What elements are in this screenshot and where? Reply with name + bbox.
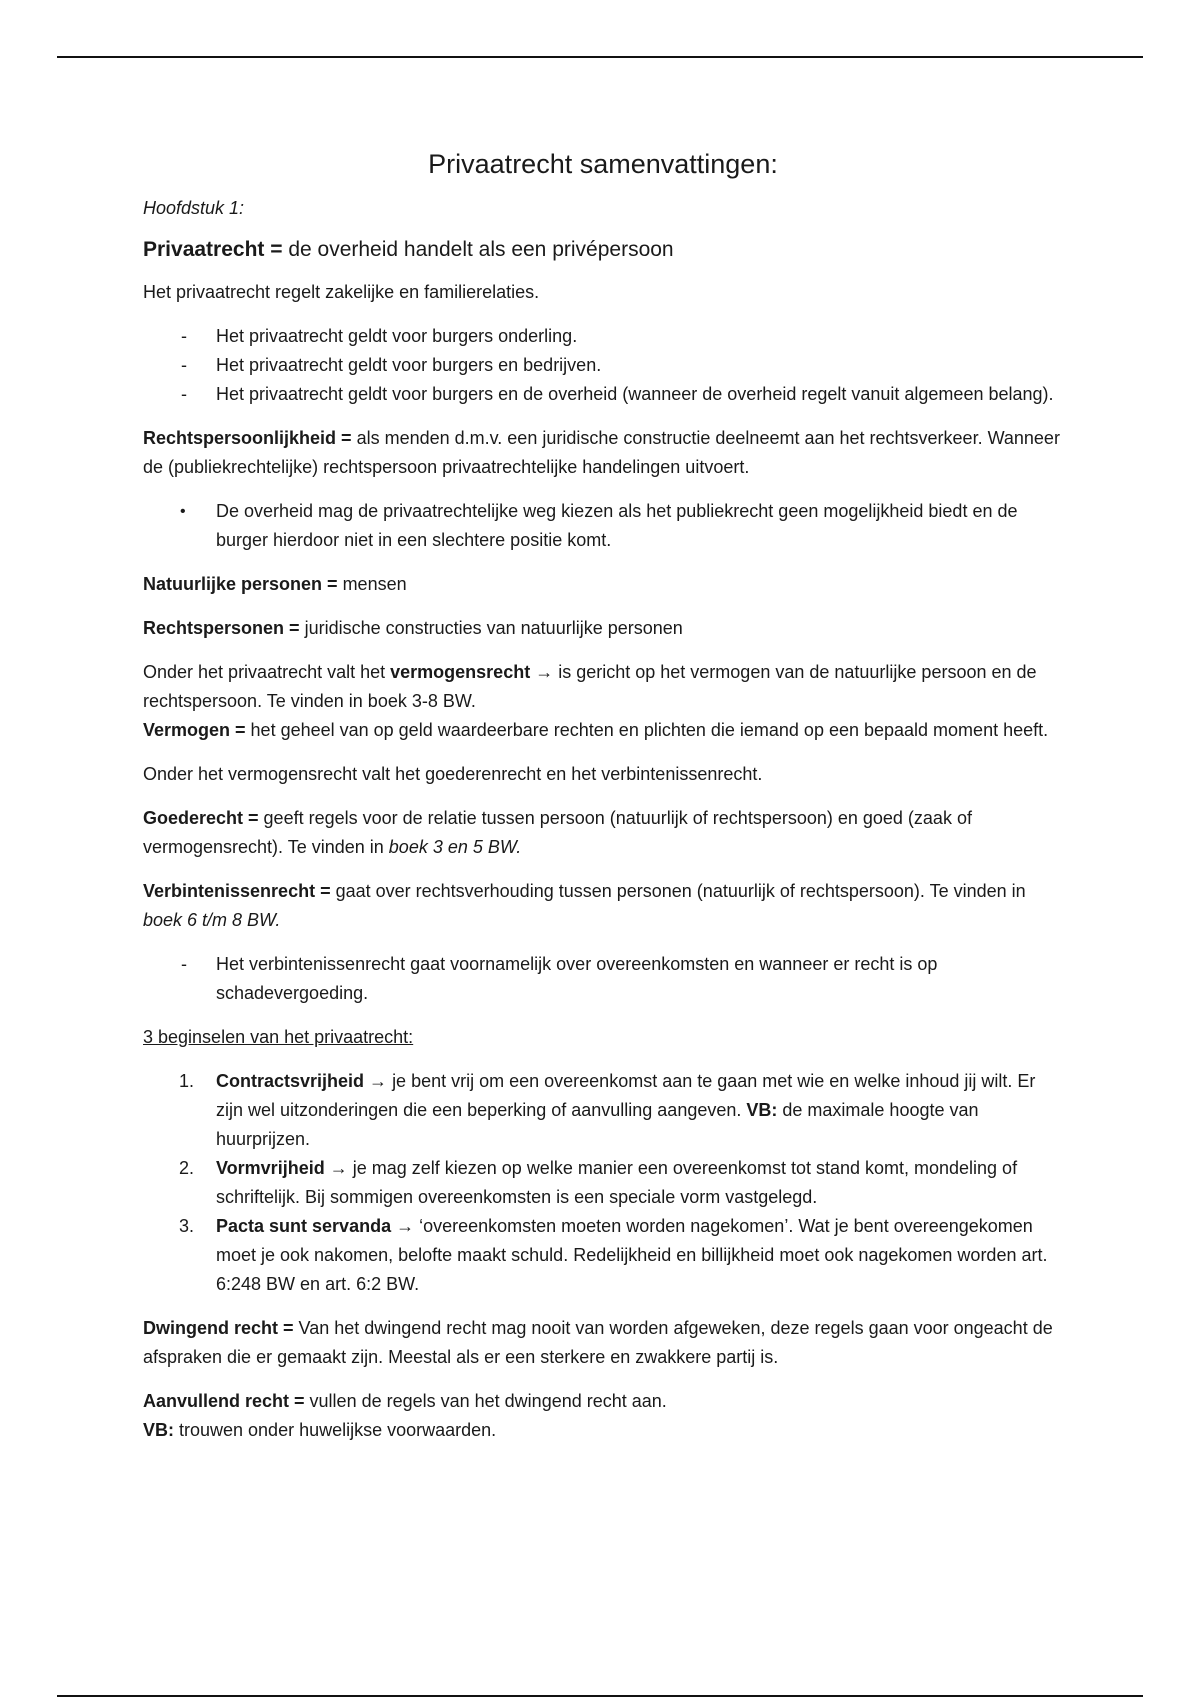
definition-text: het geheel van op geld waardeerbare rechten en plichten die iemand op een bepaald moment heeft. <box>245 720 1049 740</box>
term: vermogensrecht <box>390 662 531 682</box>
list-item <box>143 1154 1063 1212</box>
section-heading <box>143 1023 1063 1052</box>
definition-text: geeft regels voor de relatie tussen persoon (natuurlijk of rechtspersoon) en goed (zaak of vermogensrecht). Te vinden in <box>143 808 972 857</box>
vermogensrecht-paragraph <box>143 658 1063 716</box>
list-item-text: Het verbintenissenrecht gaat voornamelijk over overeenkomsten en wanneer er recht is op schadevergoeding. <box>216 954 938 1003</box>
vb-label: VB: <box>746 1100 778 1120</box>
definition-privaatrecht <box>143 235 1063 265</box>
term: Dwingend recht = <box>143 1318 294 1338</box>
verbintenis-list <box>143 950 1063 1008</box>
term: Natuurlijke personen = <box>143 574 338 594</box>
footer-rule <box>57 1695 1143 1697</box>
document-body <box>143 146 1063 1460</box>
beginselen-list <box>143 1067 1063 1299</box>
dash-marker: - <box>181 355 187 375</box>
definition-verbintenissenrecht <box>143 877 1063 935</box>
law-reference: boek 6 t/m 8 BW. <box>143 910 281 930</box>
definition-goederecht <box>143 804 1063 862</box>
example-text: trouwen onder huwelijkse voorwaarden. <box>174 1420 497 1440</box>
list-item-text: Het privaatrecht geldt voor burgers onderling. <box>216 326 578 346</box>
definition-rechtspersonen <box>143 614 1063 643</box>
definition-text: Van het dwingend recht mag nooit van worden afgeweken, deze regels gaan voor ongeacht de afspraken die er gemaakt zijn. Meestal als er een sterkere en zwakkere partij is. <box>143 1318 1053 1367</box>
paragraph-text: Onder het privaatrecht valt het <box>143 662 391 682</box>
definition-text: de overheid handelt als een privépersoon <box>282 238 674 261</box>
overheid-list <box>143 497 1063 555</box>
header-rule <box>57 56 1143 58</box>
definition-rechtspersoonlijkheid <box>143 424 1063 482</box>
list-item <box>143 380 1063 409</box>
arrow-icon: → <box>391 1216 420 1236</box>
onder-vermogensrecht: Onder het vermogensrecht valt het goederenrecht en het verbintenissenrecht. <box>143 764 763 784</box>
list-item-text: je mag zelf kiezen op welke manier een overeenkomst tot stand komt, mondeling of schriftelijk. Bij sommigen overeenkomsten is een speciale vorm vastgelegd. <box>216 1158 1018 1207</box>
intro-text: Het privaatrecht regelt zakelijke en familierelaties. <box>143 282 540 302</box>
arrow-icon: → <box>530 662 559 682</box>
definition-text: mensen <box>337 574 407 594</box>
list-item-text: Het privaatrecht geldt voor burgers en de overheid (wanneer de overheid regelt vanuit algemeen belang). <box>216 384 1054 404</box>
term: Vermogen = <box>143 720 246 740</box>
list-item <box>143 950 1063 1008</box>
definition-text: juridische constructies van natuurlijke personen <box>299 618 683 638</box>
vb-label: VB: <box>143 1420 174 1440</box>
bullet-marker: • <box>180 503 186 520</box>
term: Contractsvrijheid <box>216 1071 365 1091</box>
paragraph-text: is gericht op het vermogen van de natuurlijke persoon en de rechtspersoon. Te vinden in boek 3-8 BW. <box>143 662 1037 711</box>
definition-natuurlijke-personen <box>143 570 1063 599</box>
definition-aanvullend-recht <box>143 1387 1063 1416</box>
term: Privaatrecht = <box>143 238 283 261</box>
list-item <box>143 322 1063 351</box>
term: Aanvullend recht = <box>143 1391 305 1411</box>
list-number: 1. <box>179 1071 195 1091</box>
list-item-text: ‘overeenkomsten moeten worden nagekomen’. Wat je bent overeengekomen moet je ook nakomen, belofte maakt schuld. Redelijkheid en billijkheid moet ook nagekomen worden art. 6:248 BW en art. 6:2 BW. <box>216 1216 1048 1294</box>
heading-text: 3 beginselen van het privaatrecht: <box>143 1027 414 1047</box>
arrow-icon: → <box>324 1158 353 1178</box>
term: Rechtspersonen = <box>143 618 300 638</box>
term: Rechtspersoonlijkheid = <box>143 428 352 448</box>
definition-text: gaat over rechtsverhouding tussen personen (natuurlijk of rechtspersoon). Te vinden in <box>330 881 1026 901</box>
law-reference: boek 3 en 5 BW. <box>388 837 522 857</box>
list-item-text: je bent vrij om een overeenkomst aan te gaan met wie en welke inhoud jij wilt. Er zijn wel uitzonderingen die een beperking of aanvulling aangeven. <box>216 1071 1036 1120</box>
list-number: 3. <box>179 1216 195 1236</box>
list-item <box>143 1067 1063 1154</box>
dash-marker: - <box>181 384 187 404</box>
definition-vermogen <box>143 716 1063 745</box>
term: Verbintenissenrecht = <box>143 881 331 901</box>
chapter-label: Hoofdstuk 1: <box>143 198 245 218</box>
list-item-text: De overheid mag de privaatrechtelijke weg kiezen als het publiekrecht geen mogelijkheid biedt en de burger hierdoor niet in een slechtere positie komt. <box>216 501 1018 550</box>
list-item <box>143 497 1063 555</box>
definition-text: als menden d.m.v. een juridische constructie deelneemt aan het rechtsverkeer. Wanneer de (publiekrechtelijke) rechtspersoon privaatrechtelijke handelingen uitvoert. <box>143 428 1060 477</box>
applies-list <box>143 322 1063 409</box>
list-item <box>143 351 1063 380</box>
page-title: Privaatrecht samenvattingen: <box>428 149 778 179</box>
list-item <box>143 1212 1063 1299</box>
term: Vormvrijheid <box>216 1158 325 1178</box>
term: Pacta sunt servanda <box>216 1216 392 1236</box>
definition-dwingend-recht <box>143 1314 1063 1372</box>
list-item-text: Het privaatrecht geldt voor burgers en bedrijven. <box>216 355 602 375</box>
term: Goederecht = <box>143 808 259 828</box>
list-item-text: de maximale hoogte van huurprijzen. <box>216 1100 979 1149</box>
arrow-icon: → <box>364 1071 393 1091</box>
dash-marker: - <box>181 326 187 346</box>
list-number: 2. <box>179 1158 195 1178</box>
dash-marker: - <box>181 954 187 974</box>
aanvullend-example <box>143 1416 1063 1445</box>
definition-text: vullen de regels van het dwingend recht aan. <box>304 1391 667 1411</box>
